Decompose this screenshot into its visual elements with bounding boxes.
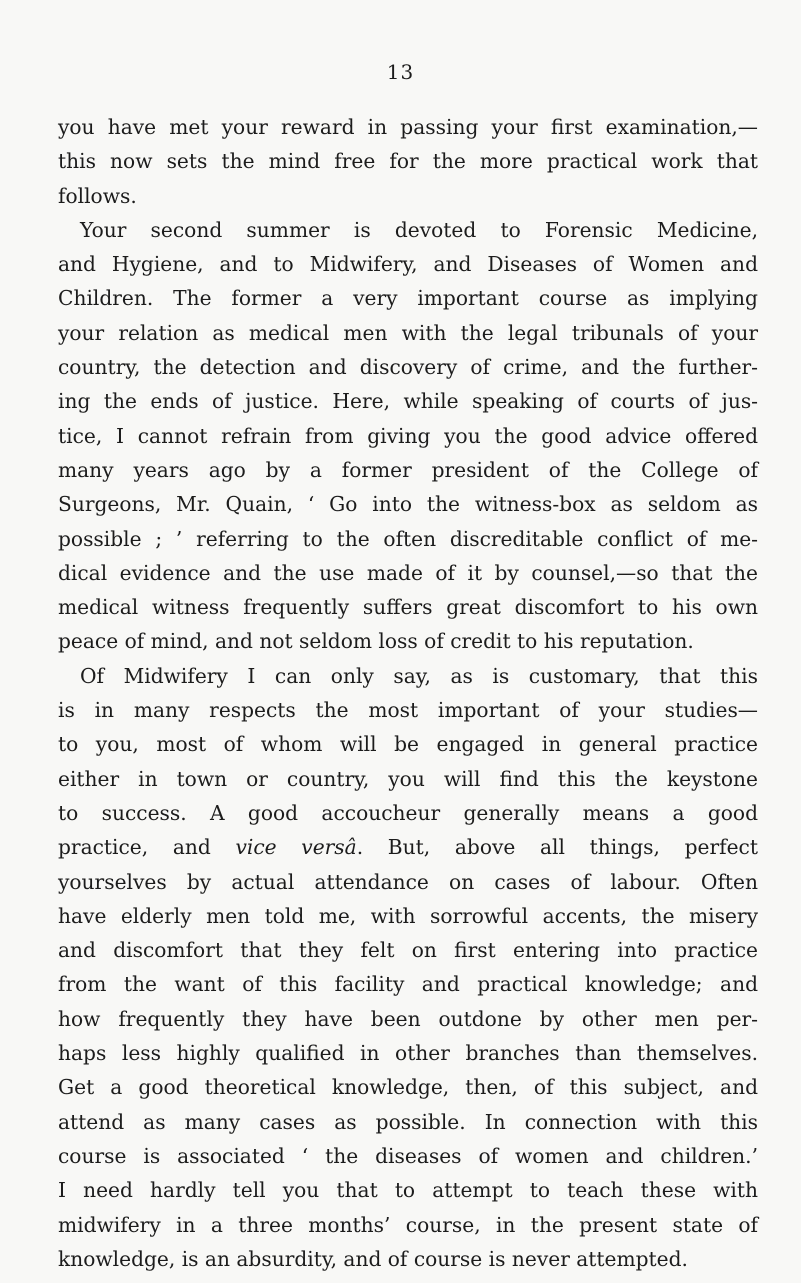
text-line: from the want of this facility and practical knowledge; and — [58, 972, 758, 997]
text-line: Of Midwifery I can only say, as is customary, that this — [80, 663, 758, 688]
text-line: haps less highly qualified in other branches than themselves. — [58, 1041, 758, 1066]
text-line: this now sets the mind free for the more practical work that — [58, 149, 758, 174]
page-number: 13 — [386, 60, 415, 84]
text-line: yourselves by actual attendance on cases of labour. Often — [58, 869, 758, 894]
text-line: you have met your reward in passing your first examination,— — [58, 115, 758, 139]
body-text — [58, 110, 758, 1276]
text-line: how frequently they have been outdone by other men per- — [58, 1006, 758, 1031]
text-line: and discomfort that they felt on first entering into practice — [58, 938, 758, 963]
text-line: I need hardly tell you that to attempt to teach these with — [58, 1178, 758, 1203]
text-line: course is associated ‘ the diseases of women and children.’ — [58, 1143, 758, 1168]
text-line: have elderly men told me, with sorrowful accents, the misery — [58, 903, 758, 928]
text-line: peace of mind, and not seldom loss of credit to his reputation. — [58, 629, 694, 654]
text-line: midwifery in a three months’ course, in the present state of — [58, 1212, 758, 1237]
text-line: your relation as medical men with the legal tribunals of your — [58, 320, 758, 345]
text-line: Surgeons, Mr. Quain, ‘ Go into the witness-box as seldom as — [58, 492, 758, 517]
text-line: knowledge, is an absurdity, and of course is never attempted. — [58, 1246, 688, 1271]
text-line: Children. The former a very important course as implying — [58, 286, 758, 311]
text-line: possible ; ’ referring to the often discreditable conflict of me- — [58, 526, 758, 551]
text-line: follows. — [58, 183, 137, 208]
text-line: to success. A good accoucheur generally means a good — [58, 800, 758, 825]
text-line: Get a good theoretical knowledge, then, of this subject, and — [58, 1075, 758, 1100]
text-line: country, the detection and discovery of crime, and the further- — [58, 355, 758, 380]
text-line: and Hygiene, and to Midwifery, and Diseases of Women and — [58, 252, 758, 277]
text-line: many years ago by a former president of the College of — [58, 457, 758, 482]
text-line: ing the ends of justice. Here, while speaking of courts of jus- — [58, 389, 758, 414]
text-line: either in town or country, you will find this the keystone — [58, 766, 758, 791]
text-line: Your second summer is devoted to Forensic Medicine, — [80, 217, 758, 242]
text-line: dical evidence and the use made of it by counsel,—so that the — [58, 560, 758, 585]
text-line: practice, and vice versâ. But, above all things, perfect — [58, 835, 758, 860]
text-line: to you, most of whom will be engaged in general practice — [58, 732, 758, 757]
italic-phrase: vice versâ — [235, 835, 357, 860]
text-line: tice, I cannot refrain from giving you the good advice offered — [58, 423, 758, 448]
text-line: attend as many cases as possible. In connection with this — [58, 1109, 758, 1134]
text-line: is in many respects the most important of your studies— — [58, 698, 758, 723]
text-line: medical witness frequently suffers great discomfort to his own — [58, 595, 758, 620]
